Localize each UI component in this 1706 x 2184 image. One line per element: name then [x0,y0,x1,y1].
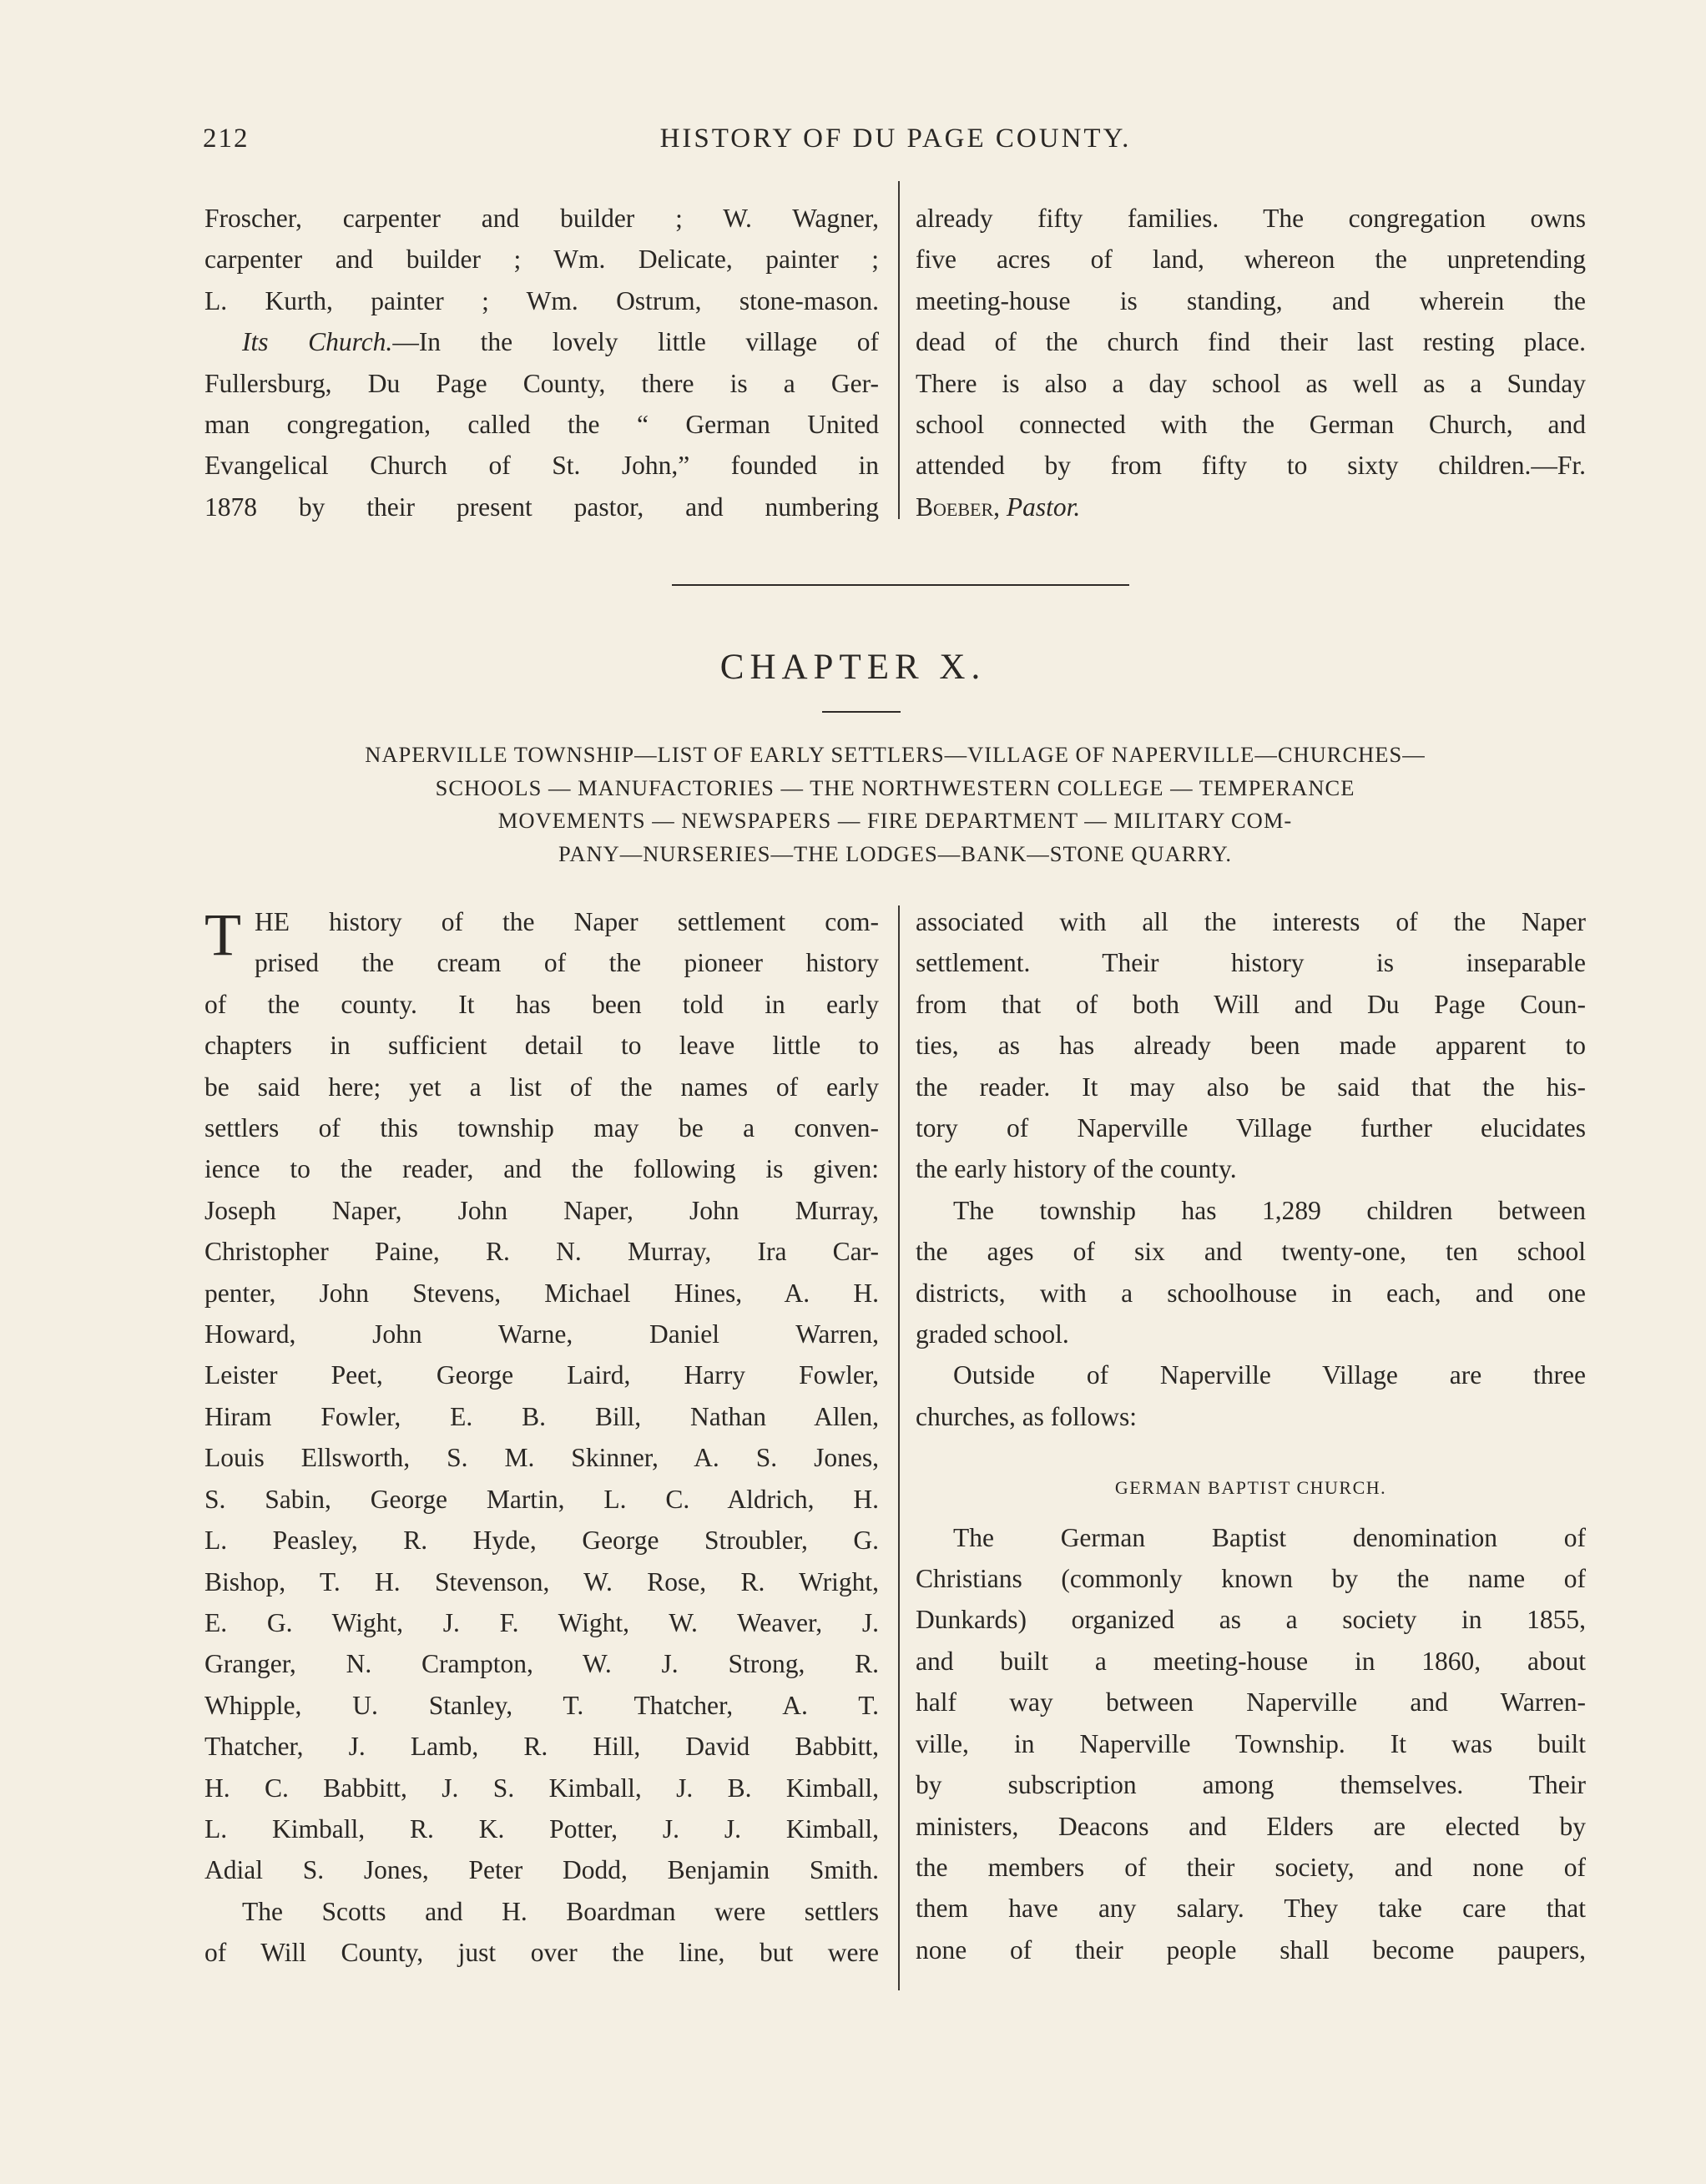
text-line: districts, with a schoolhouse in each, and one [916,1278,1586,1308]
text-line: prised the cream of the pioneer history [255,948,879,978]
running-head [203,124,1588,165]
text-line: tory of Naperville Village further elucidates [916,1113,1586,1143]
text-line: The Scotts and H. Boardman were settlers [242,1896,879,1926]
text-line: There is also a day school as well as a Sunday [916,368,1586,398]
signature-line [916,487,1586,527]
column-divider-bottom [898,905,900,1990]
synopsis-line: PANY—NURSERIES—THE LODGES—BANK—STONE QUARRY. [558,840,1232,866]
column-divider-top [898,181,900,519]
text-line: H. C. Babbitt, J. S. Kimball, J. B. Kimball, [204,1773,879,1803]
church-paragraph-first-line [204,321,879,362]
signature-name: Boeber, [916,492,1000,522]
synopsis-line: SCHOOLS — MANUFACTORIES — THE NORTHWESTERN COLLEGE — TEMPERANCE [435,774,1355,800]
text-line: Whipple, U. Stanley, T. Thatcher, A. T. [204,1690,879,1720]
text-line: S. Sabin, George Martin, L. C. Aldrich, H. [204,1484,879,1514]
chapter-synopsis [204,739,1586,870]
section-rule [672,584,1129,586]
text-line: ministers, Deacons and Elders are elected by [916,1811,1586,1841]
text-line: Froscher, carpenter and builder ; W. Wagner, [204,204,879,233]
text-line: by subscription among themselves. Their [916,1770,1586,1800]
text-line: L. Kurth, painter ; Wm. Ostrum, stone-mason. [204,285,879,315]
section-subheading: GERMAN BAPTIST CHURCH. [1114,1477,1387,1499]
text-line: from that of both Will and Du Page Coun- [916,989,1586,1019]
text-line: the members of their society, and none of [916,1852,1586,1882]
text-fragment: —In the lovely little village of [392,327,879,357]
text-line: attended by from fifty to sixty children.—Fr. [916,451,1586,481]
text-line: man congregation, called the “ German United [204,410,879,440]
text-line: Christians (commonly known by the name of [916,1564,1586,1594]
text-line: be said here; yet a list of the names of early [204,1072,879,1102]
text-line: chapters in sufficient detail to leave little to [204,1031,879,1061]
text-line: Louis Ellsworth, S. M. Skinner, A. S. Jones, [204,1443,879,1473]
text-line: dead of the church find their last resting place. [916,327,1586,357]
book-title: HISTORY OF DU PAGE COUNTY. [659,124,1132,154]
text-line: Bishop, T. H. Stevenson, W. Rose, R. Wright, [204,1566,879,1596]
text-line: already fifty families. The congregation owns [916,204,1586,233]
text-line: penter, John Stevens, Michael Hines, A. H. [204,1278,879,1308]
body-left-column [204,901,879,1974]
text-line: of Will County, just over the line, but were [204,1938,879,1968]
text-line: Christopher Paine, R. N. Murray, Ira Car- [204,1237,879,1267]
text-line: ville, in Naperville Township. It was built [916,1728,1586,1758]
text-line: ience to the reader, and the following is given: [204,1154,879,1184]
text-line: Leister Peet, George Laird, Harry Fowler, [204,1360,879,1390]
text-line: L. Peasley, R. Hyde, George Stroubler, G. [204,1526,879,1556]
opening-paragraph [204,901,879,984]
chapter-rule [822,711,901,713]
text-line: The township has 1,289 children between [953,1195,1586,1225]
text-line: Granger, N. Crampton, W. J. Strong, R. [204,1649,879,1679]
text-line: meeting-house is standing, and wherein the [916,285,1586,315]
text-line: Evangelical Church of St. John,” founded in [204,451,879,481]
text-line: The German Baptist denomination of [953,1522,1586,1552]
text-line: settlers of this township may be a conven- [204,1113,879,1143]
text-line: the ages of six and twenty-one, ten school [916,1237,1586,1267]
text-line: them have any salary. They take care that [916,1894,1586,1924]
text-line: settlement. Their history is inseparable [916,948,1586,978]
text-line: associated with all the interests of the Naper [916,907,1586,936]
top-right-column [916,198,1586,527]
text-line: churches, as follows: [916,1401,1138,1431]
page-number: 212 [203,124,250,154]
text-line: carpenter and builder ; Wm. Delicate, painter ; [204,245,879,275]
top-left-column [204,198,879,527]
text-line: school connected with the German Church, and [916,410,1586,440]
text-line: graded school. [916,1319,1069,1349]
text-line: Adial S. Jones, Peter Dodd, Benjamin Smith. [204,1855,879,1885]
text-line: the early history of the county. [916,1154,1237,1184]
text-line: HE history of the Naper settlement com- [255,907,879,936]
text-line: half way between Naperville and Warren- [916,1687,1586,1717]
body-right-column [916,901,1586,1970]
text-line: Fullersburg, Du Page County, there is a Ger- [204,368,879,398]
synopsis-line: NAPERVILLE TOWNSHIP—LIST OF EARLY SETTLERS—VILLAGE OF NAPERVILLE—CHURCHES— [365,742,1426,767]
text-line: of the county. It has been told in early [204,989,879,1019]
text-line: none of their people shall become paupers, [916,1934,1586,1965]
text-line: Thatcher, J. Lamb, R. Hill, David Babbitt, [204,1732,879,1762]
text-line: ties, as has already been made apparent to [916,1031,1586,1061]
text-line: the reader. It may also be said that the his- [916,1072,1586,1102]
text-line: and built a meeting-house in 1860, about [916,1646,1586,1676]
drop-cap: T [204,901,241,968]
text-line: Dunkards) organized as a society in 1855, [916,1605,1586,1635]
synopsis-line: MOVEMENTS — NEWSPAPERS — FIRE DEPARTMENT — MILITARY COM- [497,808,1293,833]
church-label: Its Church. [242,327,393,357]
chapter-title: CHAPTER X. [719,648,987,687]
text-line: E. G. Wight, J. F. Wight, W. Weaver, J. [204,1607,879,1637]
text-line: five acres of land, whereon the unpretending [916,245,1586,275]
text-line: L. Kimball, R. K. Potter, J. J. Kimball, [204,1813,879,1844]
text-line: Outside of Naperville Village are three [953,1360,1586,1390]
text-line: Howard, John Warne, Daniel Warren, [204,1319,879,1349]
signature-title: Pastor. [1006,492,1081,522]
text-line: Joseph Naper, John Naper, John Murray, [204,1195,879,1225]
text-line: Hiram Fowler, E. B. Bill, Nathan Allen, [204,1401,879,1431]
text-line: 1878 by their present pastor, and numbering [204,492,879,522]
